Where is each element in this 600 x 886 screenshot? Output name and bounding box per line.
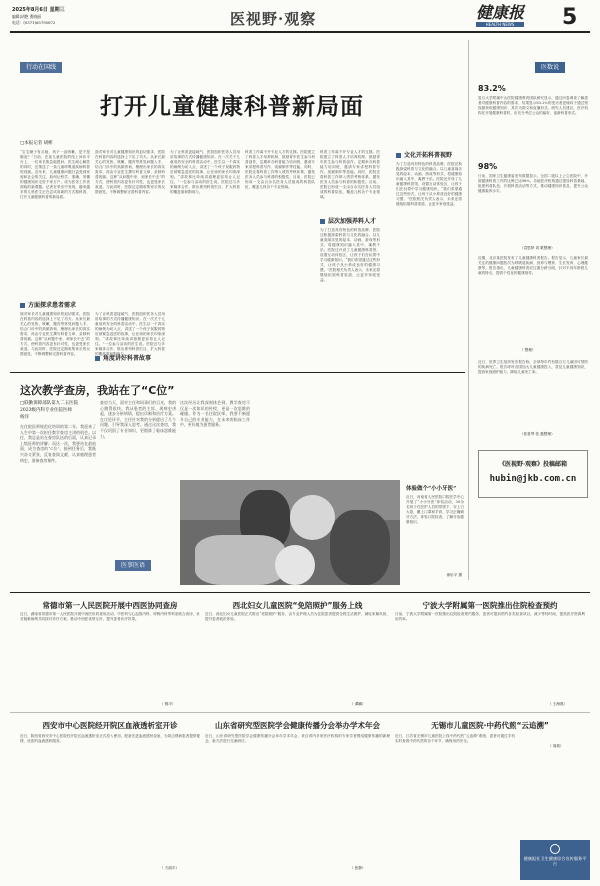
news-3-title: 宁波大学附属第一医院推出住院检查预约 [422, 601, 558, 610]
news-6-text: 近日，江苏省无锡市儿童医院上线中药代煎“云追溯”系统，患者可通过手机实时查看中药代煎的各个环节，确保用药安全。 [395, 734, 515, 743]
bullet-icon [20, 303, 25, 308]
right-section-tag: 医数说 [535, 62, 565, 73]
mid-col-3: 这次经历让我深刻体会到，教学查房不仅是一次知识的传授，更是一次思维的碰撞。作为一名住院医师，我要不断提升自己的专业能力，在未来的临床工作中，更好地为患者服务。 [180, 400, 250, 428]
mid-article-title: 这次教学查房，我站在了“C位” [20, 384, 175, 397]
header-phone: 电话：(0371)65795872 [12, 20, 56, 25]
news-2-title: 西北妇女儿童医院“免陪照护”服务上线 [232, 601, 363, 610]
news-2-source: （ 谭鹏） [350, 702, 366, 706]
news-5-source: （ 张静） [350, 866, 366, 870]
header-editor: 编辑|胡艳 曹晓丽 [12, 14, 42, 19]
ad-text: 健康报社卫生健康综合宣传服务平台 [523, 856, 587, 866]
main-col-5: 科普工作离不开专业人才的支撑。医院建立了科普人才培养机制，鼓励青年医生参与科普创作，定期举办科普能力培训班，邀请专家讲授科普写作、视频制作等技能。同时，医院还将科普工作纳入绩效考核体系，激发医务人员参与科普的积极性。目前，医院已形成一支由百余名医务人员组成的科普队伍，覆盖儿科各个专业领域。 [320, 150, 380, 199]
right-text-3: 近期，北京某医院发布了儿童健康科普报告。报告显示，儿童家长最关注的健康问题依次为呼吸道疾病、营养与喂养、生长发育、心理健康等。报告指出，儿童健康科普应注重分龄分段，针对不同年龄段儿童的特点，提供个性化的健康指导。 [478, 256, 588, 275]
news-1-text: 近日，湖南省常德市第一人民医院开展中西医协同查房活动，中医科与心血管内科、呼吸内科等科室联合查房，针对疑难病例共同探讨诊疗方案，推动中西医优势互补，提升患者诊疗效果。 [20, 612, 200, 621]
mid-byline-3: 杨洋 [20, 415, 29, 420]
news-4-title: 西安市中心医院经开院区血液透析室开诊 [42, 721, 178, 730]
header-rule [10, 31, 590, 33]
news-5-title: 山东省研究型医院学会健康传播分会举办学术年会 [215, 721, 380, 730]
right-source-3: （ 整理） [520, 348, 536, 352]
news-2-text: 近日，西北妇女儿童医院正式推出“免陪照护”服务，由专业护理人员为住院患者提供全程生活照护，减轻家属负担，提升患者就医体验。 [205, 612, 390, 621]
news-6-title: 无锡市儿童医院·中药代煎“云追溯” [431, 721, 549, 730]
submission-email[interactable]: hubin@jkb.com.cn [489, 474, 577, 484]
main-sub-2-label: 角度讲好科普故事 [103, 355, 152, 362]
submission-box [478, 450, 588, 498]
main-col-3: 为了让科普更接地气，医院组织医务人员用讲故事的方式传播健康知识。在一次关于儿童用药安全的科普活动中，医生以一个真实的病例为切入点，讲述了一个孩子误服药物后被紧急送医的故事，让在场的家长印象深刻。“讲故事比单纯讲道理更容易让人记住。”一位参与活动的医生说。医院还与多家媒体合作，推出系列科普栏目，扩大科普的覆盖面和影响力。 [170, 150, 240, 194]
main-col-5b: 为了打造具有特色的科普品牌，医院还积极探索科普与文化的融合。以儿童喜闻乐见的绘本、动画、游戏等形式，将健康知识融入其中，寓教于乐。医院还开设了儿童健康科普馆，设置互动体验区，让孩子们在玩耍中学习健康知识。“我们希望通过这些形式，让孩子从小养成良好的健康习惯。”医院相关负责人表示，未来还将继续拓展科普渠道，让更多家庭受益。 [320, 228, 380, 282]
stat-2: 98% [478, 162, 498, 171]
news-3-text: 日前，宁波大学附属第一医院推出住院检查预约服务，患者可提前预约各类检查项目，减少等待时间，提高医疗资源利用效率。 [395, 612, 585, 621]
main-section-tag: 行动在国线 [20, 62, 62, 73]
bottom-inner-rule [10, 712, 590, 713]
right-text-1: 复旦大学附属中山医院健康教育团队研究显示，通过问卷调查了解患者对健康科普内容的需求，结果显示83.2%的受访者更倾向于通过短视频获取健康知识，其次为图文和直播形式。研究人员建议，医疗机构在开展健康科普时，应充分考虑公众的偏好，创新科普形式。 [478, 96, 588, 115]
news-3-source: （ 王海燕） [548, 702, 568, 706]
main-sub-3-label: 层次加强养料人才 [328, 218, 377, 225]
bullet-icon [320, 219, 325, 224]
main-sub-4-label: 文化开拓科普视野 [404, 152, 453, 159]
page-number: 5 [562, 5, 578, 30]
brand-name: 健康报 [476, 3, 525, 22]
ad-box[interactable] [520, 840, 590, 880]
brand-logo [476, 4, 558, 32]
main-sub-4 [396, 150, 452, 159]
mid-col-1: 在住院医师规范化培训的第二年，我迎来了人生中第一次担任教学查房主讲的机会。以往，我总是站在查房队伍的后面，认真记录上级医师的讲解；而这一次，我要站在最前面，成为查房的“C位”。接到任务后，我既兴奋又紧张，反复查阅文献，认真梳理患者病史，准备查房课件。 [20, 424, 96, 463]
photo-caption-box [400, 480, 466, 585]
submission-title: 《医视野·观察》投稿邮箱 [498, 461, 568, 468]
news-1-source: （ 鄢平） [160, 702, 176, 706]
main-col-2: 面对家长对儿童健康知识的迫切需求，医院在科普内容的选择上下足了功夫。从家长最关心的发热、咳嗽、腹泻等常见问题入手，结合门诊中的高频咨询，梳理出家长的真实需求，再由专业医生撰写科普文章、录制科普视频。这种“从问题中来、到家长中去”的方式，使科普内容更有针对性，也更受家长欢迎。与此同时，医院还定期收集家长的反馈意见，不断调整和完善科普内容。 [95, 150, 165, 194]
main-col-1: “宝宝嗓子有点哑，孩子一直咳嗽，是不是肺炎？”日前，在某儿童医院的线上问诊平台上，一位家长焦急地提问。医生耐心解答的同时，还推送了一条儿童呼吸道疾病科普短视频。近年来，儿童健康问题日益受到家庭和社会的关注，如何让科学、准确、易懂的健康知识走进千家万户，成为医务工作者面临的新课题。记者在采访中发现，越来越多的儿科医生正在尝试用新的方式做科普，打开儿童健康科普的新局面。 [20, 150, 90, 199]
main-headline: 打开儿童健康科普新局面 [100, 94, 364, 120]
mid-col-2: 查房当天，面对主任和同事们的目光，我的心跳得很快。我从患者的主诉、现病史讲起，逐步分析病情，提出诊断和治疗方案。在讨论环节，主任针对我的分析提出了几个问题，引导我深入思考。通过这次查房，我不仅巩固了专业知识，更锻炼了临床思维能力。 [100, 400, 176, 439]
news-5-text: 近日，山东省研究型医院学会健康传播分会举办学术年会，来自省内多家医疗机构的专家学者围绕健康传播的新理念、新方法进行交流研讨。 [205, 734, 390, 743]
section-rule [10, 372, 465, 373]
dental-photo [180, 480, 400, 585]
news-4-source: （ 方丽平） [160, 866, 180, 870]
main-col-4: 科普工作离不开专业人才的支撑。医院建立了科普人才培养机制，鼓励青年医生参与科普创作，定期举办科普能力培训班，邀请专家讲授科普写作、视频制作等技能。同时，医院还将科普工作纳入绩效考核体系，激发医务人员参与科普的积极性。目前，医院已形成一支由百余名医务人员组成的科普队伍，覆盖儿科各个专业领域。 [245, 150, 315, 189]
right-text-2: 日前，国家卫生健康委发布数据显示，全国二级以上公立医院中，开展健康科普工作的比例已达98%。各地医疗机构通过建设科普基地、组建科普队伍、开展科普活动等方式，推动健康知识普及，提升公众健康素养水平。 [478, 174, 588, 193]
main-col-2b: 为了让科普更接地气，医院组织医务人员用讲故事的方式传播健康知识。在一次关于儿童用药安全的科普活动中，医生以一个真实的病例为切入点，讲述了一个孩子误服药物后被紧急送医的故事，让在场的家长印象深刻。“讲故事比单纯讲道理更容易让人记住。”一位参与活动的医生说。医院还与多家媒体合作，推出系列科普栏目，扩大科普的覆盖面和影响力。 [95, 312, 165, 356]
news-4-text: 近日，陕西省西安市中心医院经开院区血液透析室正式投入使用，配备先进血液透析设备，为周边肾病患者提供便捷、优质的血液透析服务。 [20, 734, 200, 743]
main-sub-1-label: 方面探求患者需求 [28, 302, 77, 309]
right-text-4: 近日，世界卫生组织发布报告称，全球每年约有数百万儿童因可预防的疾病死亡。报告呼吁各国加大儿童健康投入，普及儿童健康知识，提高家庭照护能力，降低儿童死亡率。 [478, 360, 588, 374]
photo-caption-text: 近日，河南省人民医院口腔医学中心开展了“小小牙医”体验活动，30余名孩子在医护人员的带领下，穿上白大褂，戴上口罩和手套，学习正确刷牙方法，体验口腔检查，了解牙齿健康知识。 [406, 495, 464, 524]
column-divider [468, 40, 469, 580]
brand-english: HEALTH NEWS [476, 22, 524, 27]
section-title: 医视野·观察 [230, 10, 317, 28]
photo-credit: 徐乐平 摄 [446, 573, 462, 577]
mid-byline-1: □联勤保障部队第九二五医院 [20, 401, 79, 406]
main-col-1b: 面对家长对儿童健康知识的迫切需求，医院在科普内容的选择上下足了功夫。从家长最关心的发热、咳嗽、腹泻等常见问题入手，结合门诊中的高频咨询，梳理出家长的真实需求，再由专业医生撰写科普文章、录制科普视频。这种“从问题中来、到家长中去”的方式，使科普内容更有针对性，也更受家长欢迎。与此同时，医院还定期收集家长的反馈意见，不断调整和完善科普内容。 [20, 312, 90, 356]
mid-byline-2: 2023级内科专业住院医师 [20, 408, 72, 413]
ad-logo-icon [550, 844, 560, 854]
news-1-title: 常德市第一人民医院开展中西医协同查房 [42, 601, 178, 610]
main-byline: □本报记者 胡彬 [20, 141, 53, 146]
bullet-icon [396, 153, 401, 158]
stat-1: 83.2% [478, 84, 506, 93]
right-source-2: （袁思梦 刘 歌整理） [520, 246, 555, 250]
photo-caption-title: 体验做个“小小牙医” [406, 486, 457, 492]
news-6-source: （ 周莉） [548, 744, 564, 748]
header-date: 2025年8月6日 星期三 [12, 7, 65, 13]
main-sub-1 [20, 300, 76, 309]
main-sub-3 [320, 216, 376, 225]
main-col-6: 为了打造具有特色的科普品牌，医院还积极探索科普与文化的融合。以儿童喜闻乐见的绘本、动画、游戏等形式，将健康知识融入其中，寓教于乐。医院还开设了儿童健康科普馆，设置互动体验区，让孩子们在玩耍中学习健康知识。“我们希望通过这些形式，让孩子从小养成良好的健康习惯。”医院相关负责人表示，未来还将继续拓展科普渠道，让更多家庭受益。 [396, 162, 462, 206]
bottom-rule [10, 592, 590, 593]
right-source-4: （张喜琴 张 磊整理） [520, 432, 555, 436]
mid-section-tag: 医事医语 [115, 560, 151, 571]
